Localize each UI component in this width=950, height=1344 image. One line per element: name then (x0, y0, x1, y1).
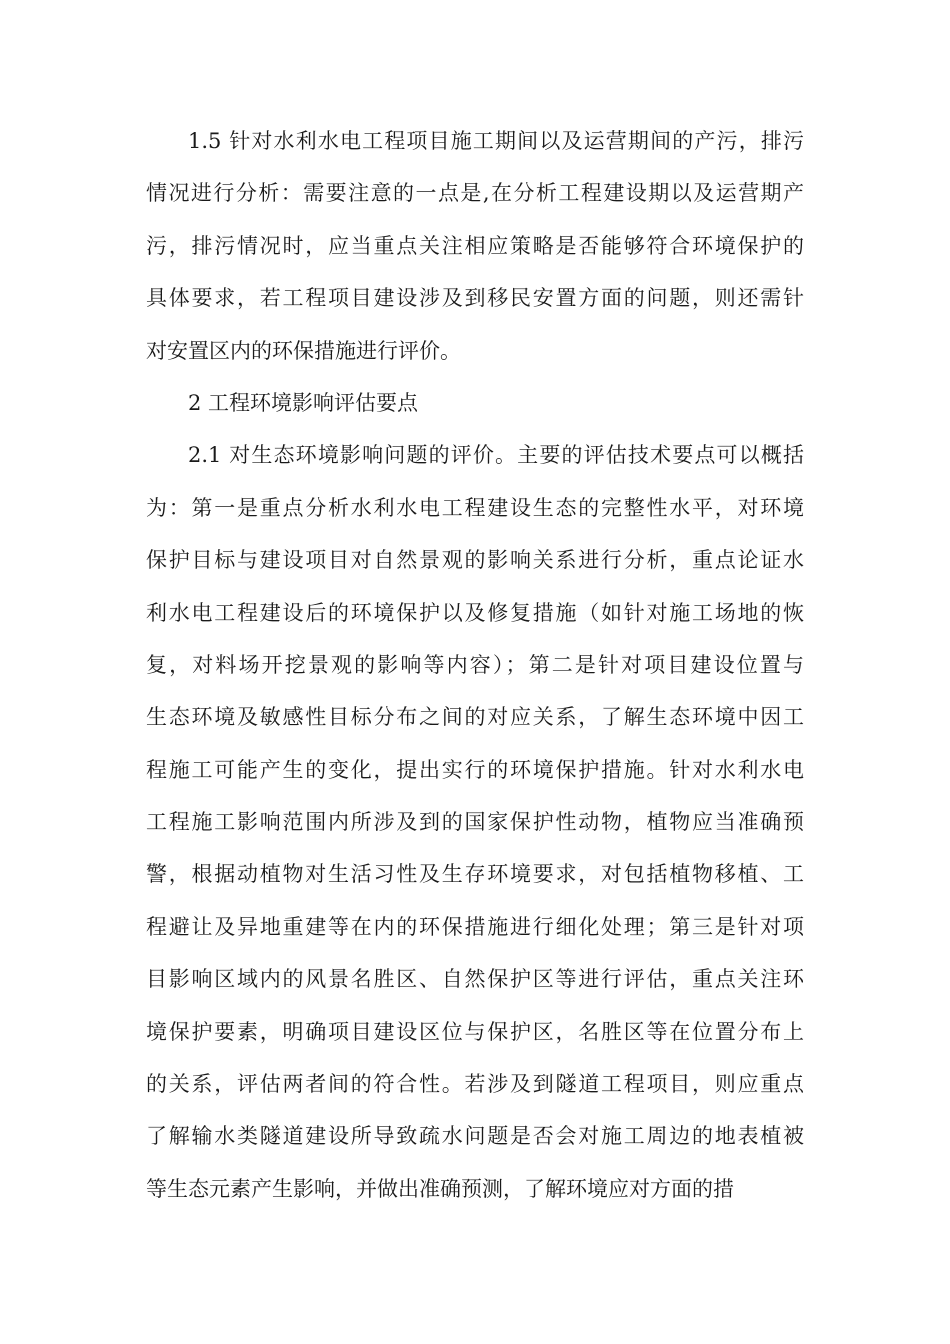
paragraph-2-line-14: 了解输水类隧道建设所导致疏水问题是否会对施工周边的地表植被 (146, 1124, 804, 1149)
paragraph-2-line-7: 程施工可能产生的变化，提出实行的环境保护措施。针对水利水电 (146, 757, 804, 782)
paragraph-1-line-3: 污，排污情况时，应当重点关注相应策略是否能够符合环境保护的 (146, 233, 804, 258)
paragraph-2-line-6: 生态环境及敏感性目标分布之间的对应关系，了解生态环境中因工 (146, 705, 804, 730)
paragraph-1-line-1: 1.5 针对水利水电工程项目施工期间以及运营期间的产污，排污 (188, 129, 804, 153)
section-heading: 2 工程环境影响评估要点 (188, 390, 419, 415)
paragraph-2-line-5: 复，对料场开挖景观的影响等内容）；第二是针对项目建设位置与 (146, 652, 804, 677)
paragraph-2-line-13: 的关系，评估两者间的符合性。若涉及到隧道工程项目，则应重点 (146, 1072, 804, 1097)
paragraph-1-line-2: 情况进行分析：需要注意的一点是,在分析工程建设期以及运营期产 (146, 181, 804, 206)
paragraph-2-line-12: 境保护要素，明确项目建设区位与保护区，名胜区等在位置分布上 (146, 1019, 804, 1044)
paragraph-2-line-1: 2.1 对生态环境影响问题的评价。主要的评估技术要点可以概括 (188, 443, 804, 468)
paragraph-2-line-10: 程避让及异地重建等在内的环保措施进行细化处理；第三是针对项 (146, 914, 804, 939)
paragraph-2-line-15: 等生态元素产生影响，并做出准确预测，了解环境应对方面的措 (146, 1176, 734, 1201)
paragraph-1-line-4: 具体要求，若工程项目建设涉及到移民安置方面的问题，则还需针 (146, 286, 804, 311)
paragraph-2-line-4: 利水电工程建设后的环境保护以及修复措施（如针对施工场地的恢 (146, 600, 804, 625)
document-body (146, 115, 804, 1215)
paragraph-2-line-8: 工程施工影响范围内所涉及到的国家保护性动物，植物应当准确预 (146, 810, 804, 835)
paragraph-1-line-5: 对安置区内的环保措施进行评价。 (146, 338, 461, 363)
paragraph-2-line-11: 目影响区域内的风景名胜区、自然保护区等进行评估，重点关注环 (146, 967, 804, 992)
paragraph-2-line-2: 为：第一是重点分析水利水电工程建设生态的完整性水平，对环境 (146, 495, 804, 520)
paragraph-2-line-9: 警，根据动植物对生活习性及生存环境要求，对包括植物移植、工 (146, 862, 804, 887)
paragraph-2-line-3: 保护目标与建设项目对自然景观的影响关系进行分析，重点论证水 (146, 548, 804, 573)
